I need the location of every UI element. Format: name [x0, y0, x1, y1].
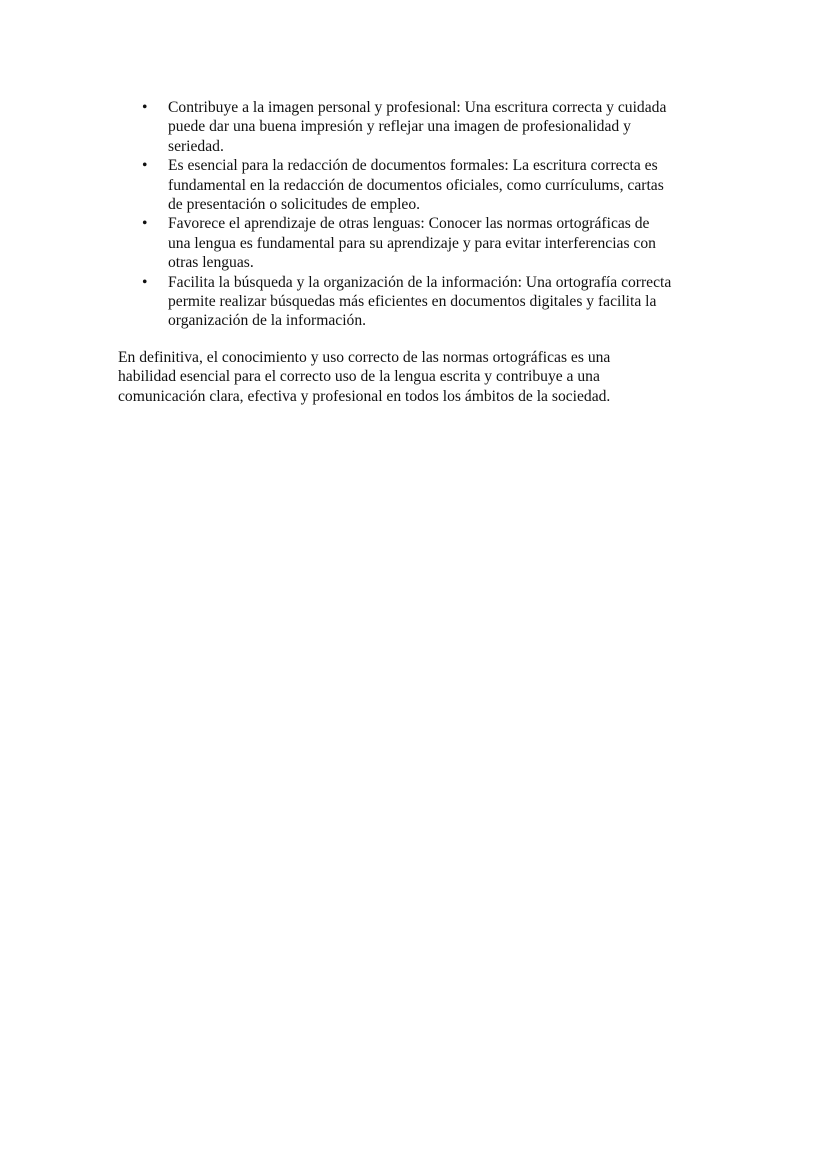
list-item-line: Contribuye a la imagen personal y profesional: Una escritura correcta y cuidada — [168, 99, 667, 116]
list-item-line: seriedad. — [168, 137, 224, 155]
list-item — [142, 273, 762, 331]
list-item-line: Favorece el aprendizaje de otras lenguas: Conocer las normas ortográficas de — [168, 215, 650, 233]
list-item-line: puede dar una buena impresión y reflejar una imagen de profesionalidad y — [168, 118, 631, 136]
bullet-list — [142, 98, 762, 331]
list-item-line: otras lenguas. — [168, 254, 254, 272]
conclusion-paragraph — [118, 348, 758, 406]
list-item-line: fundamental en la redacción de documentos oficiales, como currículums, cartas — [168, 176, 664, 194]
paragraph-line: habilidad esencial para el correcto uso de la lengua escrita y contribuye a una — [118, 368, 600, 386]
paragraph-line: comunicación clara, efectiva y profesional en todos los ámbitos de la sociedad. — [118, 387, 611, 405]
list-item — [142, 214, 762, 272]
list-item-line: una lengua es fundamental para su aprendizaje y para evitar interferencias con — [168, 234, 656, 252]
list-item-line: Facilita la búsqueda y la organización de la información: Una ortografía correcta — [168, 273, 672, 291]
list-item-line: organización de la información. — [168, 312, 367, 330]
list-item — [142, 156, 762, 214]
bullet-icon: • — [142, 99, 148, 116]
list-item-line: de presentación o solicitudes de empleo. — [168, 196, 421, 214]
bullet-icon: • — [142, 273, 148, 291]
list-item — [142, 98, 762, 156]
list-item-line: permite realizar búsquedas más eficientes en documentos digitales y facilita la — [168, 293, 657, 311]
list-item-line: Es esencial para la redacción de documentos formales: La escritura correcta es — [168, 157, 658, 175]
bullet-icon: • — [142, 215, 148, 233]
paragraph-line: En definitiva, el conocimiento y uso correcto de las normas ortográficas es una — [118, 349, 611, 366]
bullet-icon: • — [142, 157, 148, 175]
